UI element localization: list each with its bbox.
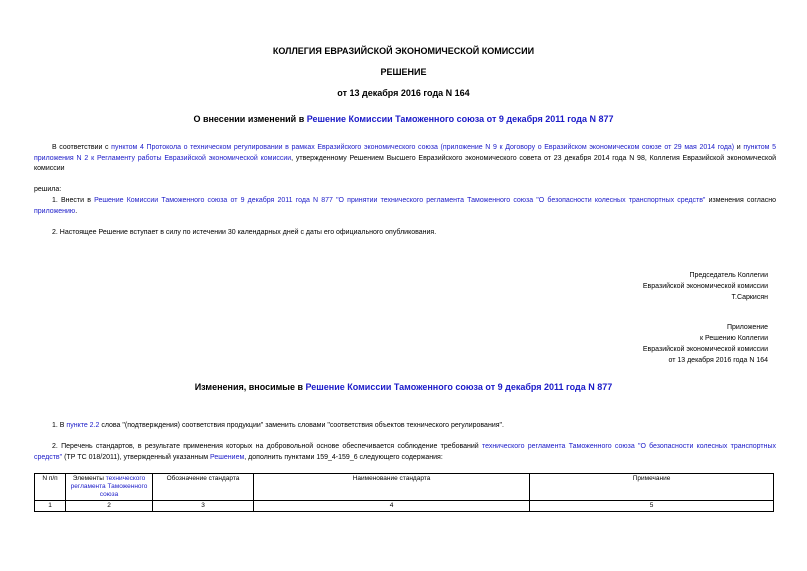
changes-title [0, 382, 807, 392]
preamble-link-2[interactable]: пунктом 5 приложения N 2 к Регламенту работы Евразийской экономической комиссии [34, 144, 776, 162]
col-designation: Обозначение стандарта [153, 474, 254, 501]
item-1 [34, 196, 776, 217]
subject-title [0, 114, 807, 124]
appendix-reference [643, 322, 768, 366]
item-1-text-1: 1. Внести в [52, 197, 95, 204]
subject-prefix: О внесении изменений в [193, 114, 307, 124]
change-1-link[interactable]: пункте 2.2 [66, 422, 100, 429]
appendix-line-3: Евразийской экономической комиссии [642, 346, 768, 353]
item-1-text-3: . [75, 207, 78, 215]
change-2 [34, 442, 776, 463]
col-number: N п/п [35, 474, 66, 501]
appendix-line-2: к Решению Коллегии [700, 335, 768, 342]
standards-table [34, 473, 774, 512]
signature-line-1: Председатель Коллегии [689, 272, 768, 279]
preamble-text-1: В соответствии с [52, 144, 112, 151]
item-2: 2. Настоящее Решение вступает в силу по истечении 30 календарных дней с даты его официального опубликования. [52, 229, 437, 236]
doc-type: РЕШЕНИЕ [380, 67, 427, 77]
preamble-link-1[interactable]: пунктом 4 Протокола о техническом регулировании в рамках Евразийского экономического союза (приложение N 9 к Договору о Евразийском экономическом союзе от 29 мая 2014 года) [111, 144, 735, 151]
change-1-text-2: слова "(подтверждения) соответствия продукции" заменить словами "соответствия объектов технического регулирования". [99, 422, 504, 429]
table-row [35, 501, 774, 512]
item-1-link-2[interactable]: приложению [34, 207, 76, 215]
col-elements-text: Элементы [72, 475, 106, 482]
change-2-text-2: (ТР ТС 018/2011), утвержденный указанным [62, 453, 211, 461]
col-note: Примечание [530, 474, 774, 501]
table-cell: 1 [35, 501, 66, 512]
preamble [34, 143, 776, 175]
preamble-text-2: и [734, 144, 744, 151]
decided-label: решила: [34, 186, 62, 193]
col-elements-link[interactable]: технического регламента Таможенного союза [70, 475, 148, 498]
change-1-text-1: 1. В [52, 422, 67, 429]
change-2-text-3: , дополнить пунктами 159_4-159_6 следующего содержания: [244, 453, 443, 461]
table-cell: 3 [153, 501, 254, 512]
table-cell: 2 [66, 501, 153, 512]
table-cell: 4 [254, 501, 530, 512]
table-cell: 5 [530, 501, 774, 512]
change-2-link-2[interactable]: Решением [210, 453, 245, 461]
signature-line-3: Т.Саркисян [731, 294, 768, 301]
item-1-text-2: изменения согласно [705, 197, 777, 204]
appendix-line-1: Приложение [726, 324, 768, 331]
item-1-link-1[interactable]: Решение Комиссии Таможенного союза от 9 декабря 2011 года N 877 "О принятии технического регламента Таможенного союза "О безопасности колесных транспортных средств" [94, 197, 706, 204]
changes-prefix: Изменения, вносимые в [194, 382, 306, 392]
changes-link[interactable]: Решение Комиссии Таможенного союза от 9 декабря 2011 года N 877 [305, 382, 613, 392]
signature-line-2: Евразийской экономической комиссии [642, 283, 768, 290]
change-2-text-1: 2. Перечень стандартов, в результате применения которых на добровольной основе обеспечивается соблюдение требований [52, 443, 482, 450]
subject-link[interactable]: Решение Комиссии Таможенного союза от 9 декабря 2011 года N 877 [306, 114, 614, 124]
org-title: КОЛЛЕГИЯ ЕВРАЗИЙСКОЙ ЭКОНОМИЧЕСКОЙ КОМИССИИ [272, 46, 535, 56]
col-standard-name: Наименование стандарта [254, 474, 530, 501]
change-2-link-1[interactable]: технического регламента Таможенного союза "О безопасности колесных транспортных средств" [34, 443, 776, 461]
doc-date: от 13 декабря 2016 года N 164 [337, 88, 470, 98]
table-header-row [35, 474, 774, 501]
signature-block [643, 270, 768, 303]
preamble-text-3: , утвержденному Решением Высшего Евразийского экономического совета от 23 декабря 2014 года N 98, Коллегия Евразийской экономической комиссии [34, 154, 776, 172]
col-elements [66, 474, 153, 501]
change-1 [52, 421, 504, 432]
appendix-line-4: от 13 декабря 2016 года N 164 [668, 357, 768, 364]
